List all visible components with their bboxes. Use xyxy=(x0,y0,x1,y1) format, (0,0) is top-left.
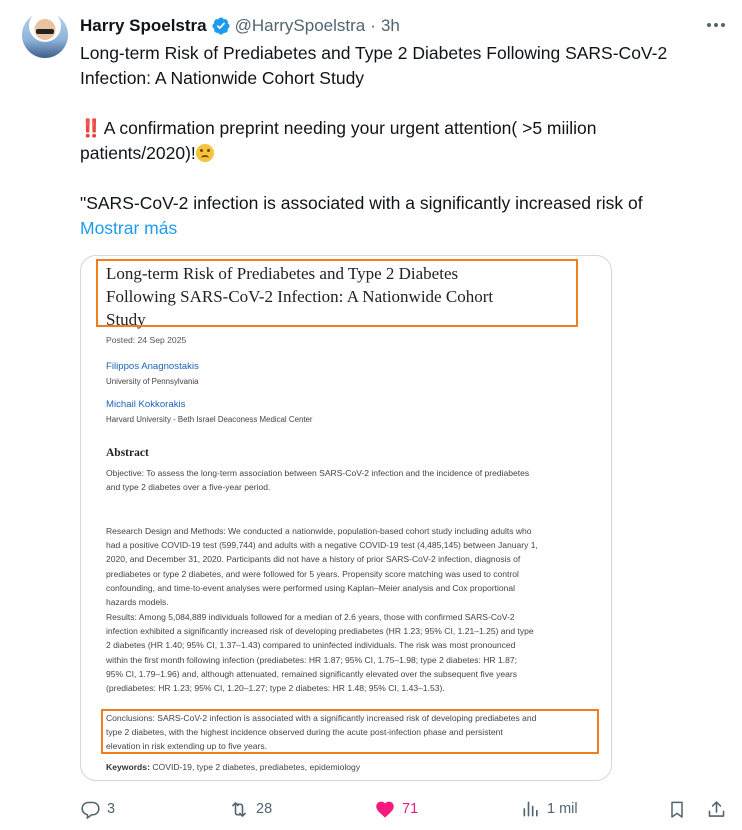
avatar-glasses xyxy=(36,29,54,34)
abstract-results xyxy=(106,610,596,695)
views-chart-icon xyxy=(521,799,541,819)
tweet-line-text: patients/2020)! xyxy=(80,143,196,163)
avatar[interactable] xyxy=(22,12,68,58)
author-link: Michail Kokkorakis xyxy=(106,399,186,410)
share-button[interactable] xyxy=(706,795,727,823)
title-highlight-box xyxy=(96,259,578,327)
paper-title-line: Following SARS-CoV-2 Infection: A Nationwide Cohort xyxy=(106,287,494,306)
tweet-line: Infection: A Nationwide Cohort Study xyxy=(80,68,365,88)
abstract-objective xyxy=(106,466,596,494)
keywords xyxy=(106,762,360,772)
heart-icon xyxy=(374,799,396,820)
author-affiliation: Harvard University - Beth Israel Deaconess Medical Center xyxy=(106,415,313,424)
like-count: 71 xyxy=(402,801,419,817)
views-count: 1 mil xyxy=(547,801,578,817)
bookmark-button[interactable] xyxy=(667,795,687,823)
tweet-line: Long-term Risk of Prediabetes and Type 2 Diabetes Following SARS-CoV-2 xyxy=(80,43,668,63)
double-exclamation-emoji-icon: ‼️ xyxy=(80,118,100,138)
abstract-line: (prediabetes: HR 1.23; 95% CI, 1.20–1.27; type 2 diabetes: HR 1.48; 95% CI, 1.43–1.53). xyxy=(106,683,445,694)
tweet-line-text: A confirmation preprint needing your urgent attention( >5 miilion xyxy=(103,118,597,138)
author-handle[interactable]: @HarrySpoelstra xyxy=(234,16,366,35)
abstract-line: Conclusions: SARS-CoV-2 infection is associated with a significantly increased risk of developing prediabetes and xyxy=(106,713,537,723)
abstract-line: 95% CI, 1.79–1.96) and, although attenuated, remained significantly elevated over the subsequent five years xyxy=(106,668,517,679)
paper-title-line: Study xyxy=(106,310,146,329)
tweet-quote-text: "SARS-CoV-2 infection is associated with a significantly increased risk of xyxy=(80,193,643,213)
tweet-comment-text xyxy=(80,116,720,166)
author-name[interactable]: Harry Spoelstra xyxy=(80,16,207,35)
abstract-line: hazards models. xyxy=(106,597,169,608)
author-link: Filippos Anagnostakis xyxy=(106,361,199,372)
abstract-line: 2 diabetes (HR 1.40; 95% CI, 1.37–1.43) compared to uninfected individuals. The risk was most pronounced xyxy=(106,640,516,651)
abstract-heading: Abstract xyxy=(106,447,149,459)
conclusions-highlight-box xyxy=(101,709,599,754)
abstract-line: prediabetes or type 2 diabetes, and were followed for 5 years. Propensity score matching was used to control xyxy=(106,568,519,579)
abstract-line: type 2 diabetes, with the highest incidence observed during the acute post-infection phase and persistent xyxy=(106,727,503,738)
abstract-line: and type 2 diabetes over a five-year period. xyxy=(106,482,271,493)
keywords-label: Keywords: xyxy=(106,762,150,772)
abstract-line: elevation in risk extending up to five years. xyxy=(106,741,268,752)
tweet-header xyxy=(80,15,400,37)
verified-badge-icon xyxy=(211,16,231,36)
retweet-button[interactable] xyxy=(228,795,272,823)
tweet-line xyxy=(80,116,720,141)
paper-title-line: Long-term Risk of Prediabetes and Type 2 Diabetes xyxy=(106,264,459,283)
paper-screenshot xyxy=(81,256,611,780)
retweet-icon xyxy=(228,799,250,820)
keywords-list: COVID-19, type 2 diabetes, prediabetes, epidemiology xyxy=(152,762,361,772)
abstract-line: Objective: To assess the long-term association between SARS-CoV-2 infection and the incidence of prediabetes xyxy=(106,468,530,478)
tweet-line xyxy=(80,141,720,166)
share-icon xyxy=(706,799,727,820)
abstract-line: infection exhibited a significantly increased risk of developing prediabetes (HR 1.23; 95% CI, 1.21–1.25) and type xyxy=(106,626,534,637)
tweet-timestamp[interactable]: 3h xyxy=(380,16,400,35)
abstract-line: 2020, and December 31, 2020. Participants did not have a history of prior SARS-CoV-2 infection, diagnosis of xyxy=(106,554,521,565)
abstract-line: Results: Among 5,084,889 individuals followed for a median of 2.6 years, those with confirmed SARS-CoV-2 xyxy=(106,612,515,622)
reply-button[interactable] xyxy=(80,795,115,823)
abstract-methods xyxy=(106,524,596,609)
reply-icon xyxy=(80,799,101,820)
tweet-title-text xyxy=(80,41,720,91)
separator-dot: · xyxy=(370,16,376,35)
bookmark-icon xyxy=(667,799,687,820)
attached-image[interactable] xyxy=(80,255,612,781)
abstract-line: Research Design and Methods: We conducted a nationwide, population-based cohort study including adults who xyxy=(106,526,532,536)
abstract-line: within the first month following infection (prediabetes: HR 1.87; 95% CI, 1.75–1.98; type 2 diabetes: HR 1.87; xyxy=(106,654,517,665)
more-options-icon[interactable] xyxy=(703,14,729,36)
like-button[interactable] xyxy=(374,795,418,823)
worried-face-emoji-icon xyxy=(196,144,214,162)
views-button[interactable] xyxy=(521,795,578,823)
author-affiliation: University of Pennsylvania xyxy=(106,377,199,386)
show-more-link[interactable]: Mostrar más xyxy=(80,218,178,238)
posted-date: Posted: 24 Sep 2025 xyxy=(106,335,187,345)
abstract-line: confounding, and time-to-event analyses were performed using Kaplan–Meier analysis and Cox proportional xyxy=(106,582,516,593)
reply-count: 3 xyxy=(107,801,116,817)
action-bar xyxy=(0,795,742,823)
abstract-line: had a positive COVID-19 test (599,744) and adults with a negative COVID-19 test (4,485,145) between January 1, xyxy=(106,540,538,551)
retweet-count: 28 xyxy=(256,801,273,817)
